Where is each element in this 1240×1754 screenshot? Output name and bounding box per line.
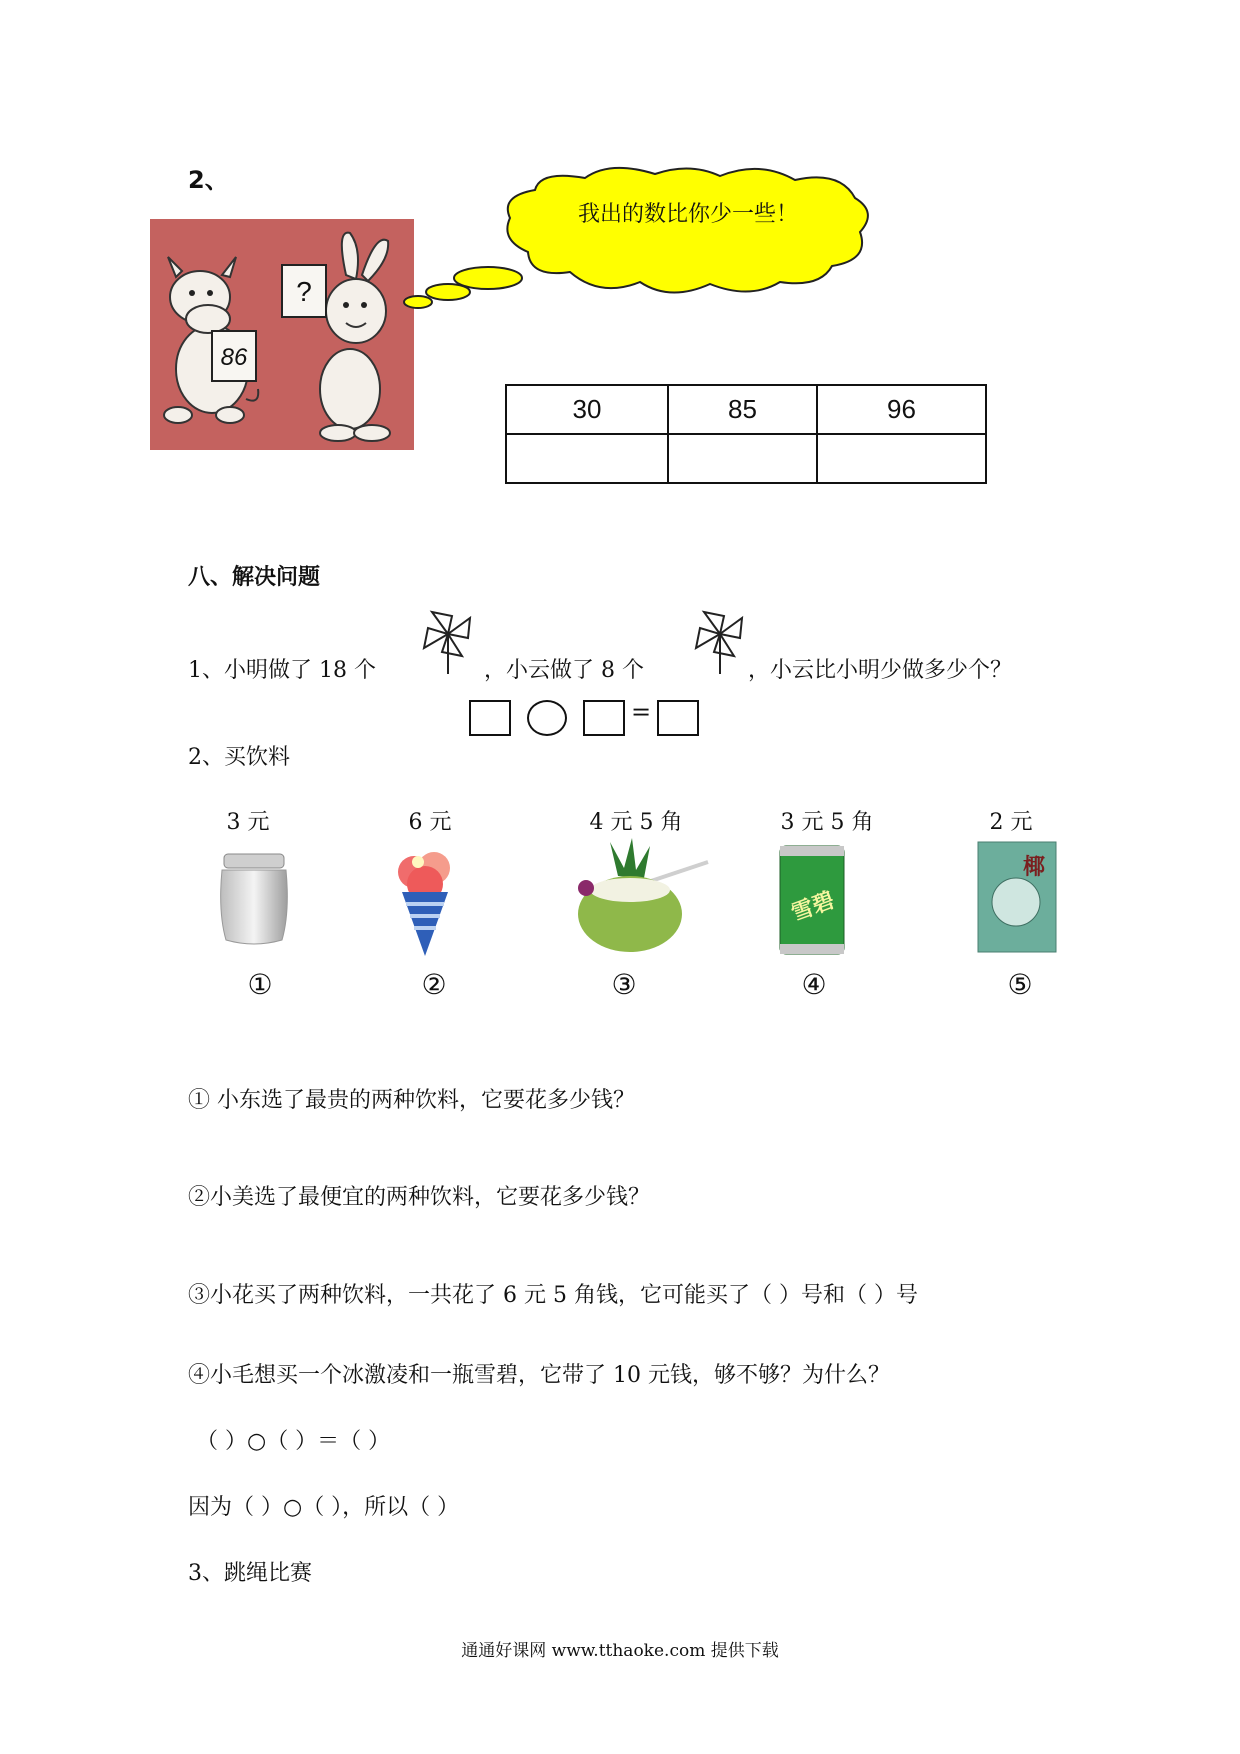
problem3-title: 3、跳绳比赛: [188, 1561, 312, 1586]
equals-sign: =: [631, 698, 652, 726]
answer-box[interactable]: [583, 700, 625, 736]
table-cell: [817, 434, 986, 483]
pinwheel-icon: [412, 604, 482, 676]
pinwheel-icon: [684, 604, 754, 676]
coconut-juice-pack-image: [976, 840, 1058, 958]
answer-box[interactable]: [657, 700, 699, 736]
table-row: [506, 385, 986, 434]
table-cell: 96: [817, 385, 986, 434]
price-label: 2 元: [989, 810, 1033, 835]
number-table: [505, 384, 987, 484]
ice-cream-cone-image: [392, 848, 458, 962]
question-1: ① 小东选了最贵的两种饮料，它要花多少钱？: [188, 1088, 635, 1113]
cow-rabbit-illustration: [150, 219, 414, 450]
cow-card-number: 86: [220, 344, 248, 371]
fill-in-line-2: 因为（ ）○（ ），所以（ ）: [188, 1495, 460, 1520]
speech-text: 我出的数比你少一些！: [578, 202, 799, 227]
page-footer: 通通好课网 www.tthaoke.com 提供下载: [461, 1641, 779, 1661]
coconut-pack-text: 椰: [1022, 854, 1046, 880]
sprite-logo-text: 雪碧: [788, 888, 839, 927]
problem1-text-b: ，小云做了 8 个: [484, 658, 644, 683]
price-label: 3 元 5 角: [780, 810, 874, 835]
item-number: ②: [421, 968, 447, 1001]
price-label: 3 元: [226, 810, 270, 835]
question-2: ②小美选了最便宜的两种饮料，它要花多少钱？: [188, 1185, 651, 1210]
item-number: ⑤: [1007, 968, 1033, 1001]
problem2-title: 2、买饮料: [188, 745, 290, 770]
table-cell: [668, 434, 817, 483]
yogurt-jar-image: [216, 852, 292, 952]
rabbit-card-mark: ?: [296, 276, 312, 307]
item-number: ③: [611, 968, 637, 1001]
table-row: [506, 434, 986, 483]
problem1-text-c: ，小云比小明少做多少个？: [748, 658, 1013, 683]
question-4: ④小毛想买一个冰激凌和一瓶雪碧，它带了 10 元钱，够不够？为什么？: [188, 1363, 890, 1388]
question-number: 2、: [188, 166, 229, 194]
answer-box[interactable]: [469, 700, 511, 736]
fill-in-line-1: （ ）○（ ）＝（ ）: [196, 1429, 391, 1454]
item-number: ①: [247, 968, 273, 1001]
thought-bubble: [400, 160, 945, 318]
item-number: ④: [801, 968, 827, 1001]
table-cell: [506, 434, 668, 483]
operator-circle[interactable]: [527, 700, 567, 736]
question-3: ③小花买了两种饮料，一共花了 6 元 5 角钱，它可能买了（ ）号和（ ）号: [188, 1283, 918, 1308]
section-title: 八、解决问题: [188, 565, 321, 590]
table-cell: 85: [668, 385, 817, 434]
price-label: 4 元 5 角: [589, 810, 683, 835]
equation-blanks: [469, 700, 709, 736]
problem1-text-a: 1、小明做了 18 个: [188, 658, 376, 683]
price-label: 6 元: [408, 810, 452, 835]
coconut-drink-image: [558, 836, 718, 960]
sprite-can-image: [776, 842, 848, 962]
table-cell: 30: [506, 385, 668, 434]
